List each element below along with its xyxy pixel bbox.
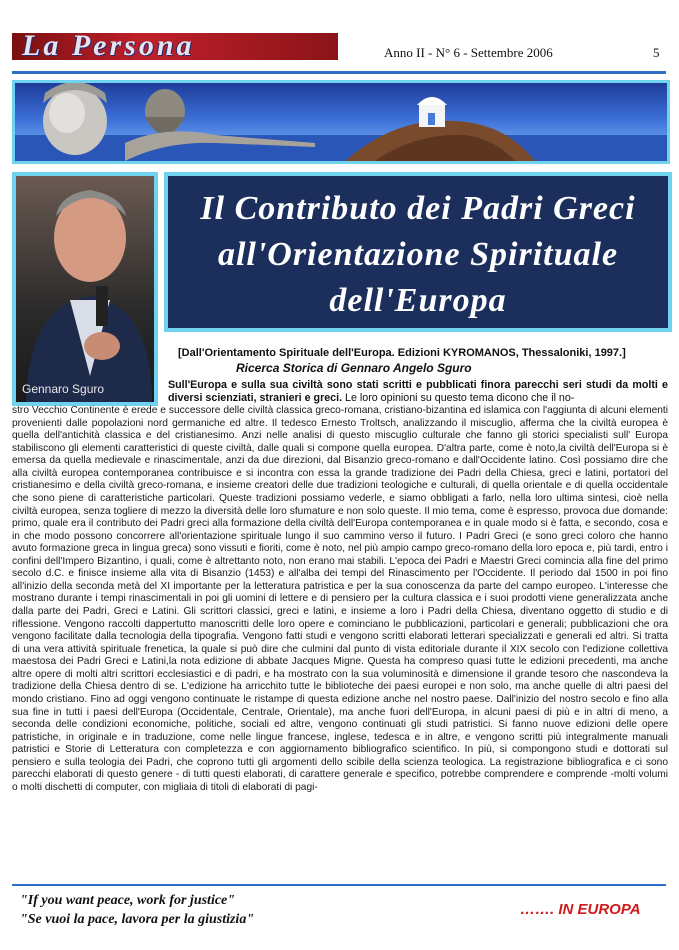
- lead-rest: Le loro opinioni su questo tema dicono che il no-: [342, 391, 575, 404]
- footer-tagline: ……. IN EUROPA: [520, 901, 641, 918]
- masthead-title: La Persona: [22, 29, 195, 62]
- article-body: stro Vecchio Continente è erede e successore delle civiltà classica greco-romana, cristiano-bizantina ed islamica con l'aggiunta di alcuni elementi provenienti dalle popolazioni nord germaniche ed altre. Il tedesco Ernesto Troltsch, analizzando il miscuglio, afferma che la civiltà europea è quella dell'antichità classica e del cristianesimo. Anzi nelle analisi di questo miscuglio culturale che fanno gli storici specialisti sull' Europa stabiliscono gli elementi caratteristici di queste civiltà, dalle quali si compone quella europea. D'altra parte, come è noto,la civiltà dell'Europa si è emersa da quella medievale e rinascimentale, anzi da due direzioni, dal Bisanzio greco-romano e dall'Occidente latino. Così possiamo dire che alla civiltà europea contemporanea contribuisce e si incontra con essa la grande tradizione dei Padri della Chiesa, greci e latini, portatori del cristianesimo e della civiltà greco-romana, e insieme creatori delle due tradizioni teologiche e culturali, di quella orientale e di quella occidentale che sono piene di caratteristiche particolari. Queste tradizioni possiamo vederle, e siamo obbligati a farlo, nella loro ultima sintesi, cioè nella civiltà europea, senza togliere di mezzo la diversità delle loro sfumature e non solo queste. Il mio tema, come è espresso, provoca due domande: primo, quale era il contributo dei Padri greci alla formazione della civiltà dell'Europa contemporanea e in quale modo si è fatta, e secondo, cosa e in che modo possono concorrere all'orientazione spirituale lungo il suo cammino verso il futuro. I Padri Greci (e sono greci coloro che hanno avuto formazione greca in lingua greca) sono vissuti e fioriti, come è noto, nel più ampio campo greco-romano della loro epoca e, più tardi, entro i confini dell'Impero Bizantino, i quali, come è altrettanto noto, non erano mai stabili. L'epoca dei Padri e Maestri Greci comincia alla fine del primo secolo d.C. e finisce insieme alla vita di Bisanzio (1453) e all'alba dei tempi del Rinascimento per l'Occidente. Il periodo dal 1500 in poi fino all'inizio della seconda metà del XI importante per la letteratura patristica e per la sua conoscenza da parte del campo europeo. L'interesse che mostrano durante i tempi rinascimentali in poi gli uomini di lettere e di pensiero per la cultura classica e i suoi prodotti viene generalizzata anche dalla parte dei Padri, Greci e Latini. Gli scrittori classici, greci e latini, e insieme a loro i Padri della Chiesa, diventano oggetto di studio e di riflessione. Vengono raccolti dappertutto manoscritti delle loro opere e cominciano le pubblicazioni, particolari e generali; pubblicazioni che ora vengono facilitate dalla tecnologia della tipografia. Vengono fatti studi e vengono scritti elaborati letterari specializzati e generali ed altri. Si tratta di una vera attività spirituale frenetica, la quale si può dire che culmini dal punto di vista editoriale durante il XIX secolo con l'edizione collettiva maestosa dei Padri Greci e Latini,la nota edizione di abbate Jacques Migne. Questa ha compreso quasi tutte le edizioni precedenti, ma anche altre opere di molti altri scrittori ecclesiastici e di padri, e ha mostrato con la sua voluminosità e dimensione il grande tesoro che nascondeva la tradizione della Chiesa dentro di se. L'edizione ha arricchito tutte le biblioteche dei paesi europei e non solo, ma anche quelle di altri paesi del mondo cristiano. Fino ad oggi vengono continuate le ristampe di questa edizione anche nel nostro paese. Dall'inizio del nostro secolo e fino alla sua fine in tutti i paesi dell'Europa (Occidentale, Centrale, Orientale), ma anche fuori dell'Europa, in alcuni paesi di più e in altri di meno, a seconda delle condizioni economiche, politiche, sociali ed altre, vengono continuati gli studi patristici. Si fanno nuove edizioni delle opere patristiche, in originale e in traduzione, come nelle lingue francese, inglese, tedesca e in altre, e vengono scritti più integralmente manuali patristici e Storie di Letteratura con completezza e con aggiornamento bibliografico scientifico. In più, si compongono studi e dottorati sul pensiero e sulla teologia dei Padri, che coprono tutti gli argomenti dello scibile della scienza teologica. La registrazione bibliografica e ci sono parecchi elaborati di questo genere - di tutti questi elaborati, di carattere generale e specifico, potrebbe comprendere e comprende -molti volumi o molti dischetti di computer, con migliaia di titoli di elaborati di pagi-: [12, 405, 668, 793]
- article-lead: [168, 379, 668, 405]
- article-source: [Dall'Orientamento Spirituale dell'Europa. Edizioni KYROMANOS, Thessaloniki, 1997.]: [178, 347, 626, 359]
- masthead-logo: [12, 29, 338, 62]
- title-line-3: dell'Europa: [329, 282, 507, 319]
- article-credit: Ricerca Storica di Gennaro Angelo Sguro: [236, 361, 472, 375]
- author-photo: [12, 172, 158, 406]
- title-line-2: all'Orientazione Spirituale: [217, 236, 619, 273]
- header-banner-image: [12, 80, 670, 164]
- header-rule: [12, 71, 666, 74]
- photo-caption: Gennaro Sguro: [22, 382, 105, 396]
- footer-rule: [12, 884, 666, 886]
- lead-bold: Sull'Europa e sulla sua civiltà sono stati scritti e pubblicati finora parecchi seri studi da molti e diversi scienziati, stranieri e greci.: [168, 379, 668, 404]
- issue-info: Anno II - N° 6 - Settembre 2006: [384, 45, 553, 60]
- footer-quote-english: "If you want peace, work for justice": [20, 893, 236, 908]
- footer-quote-italian: "Se vuoi la pace, lavora per la giustizia": [20, 912, 255, 927]
- article-title: [164, 172, 672, 332]
- title-line-1: Il Contributo dei Padri Greci: [200, 190, 636, 227]
- page-number: 5: [653, 45, 660, 60]
